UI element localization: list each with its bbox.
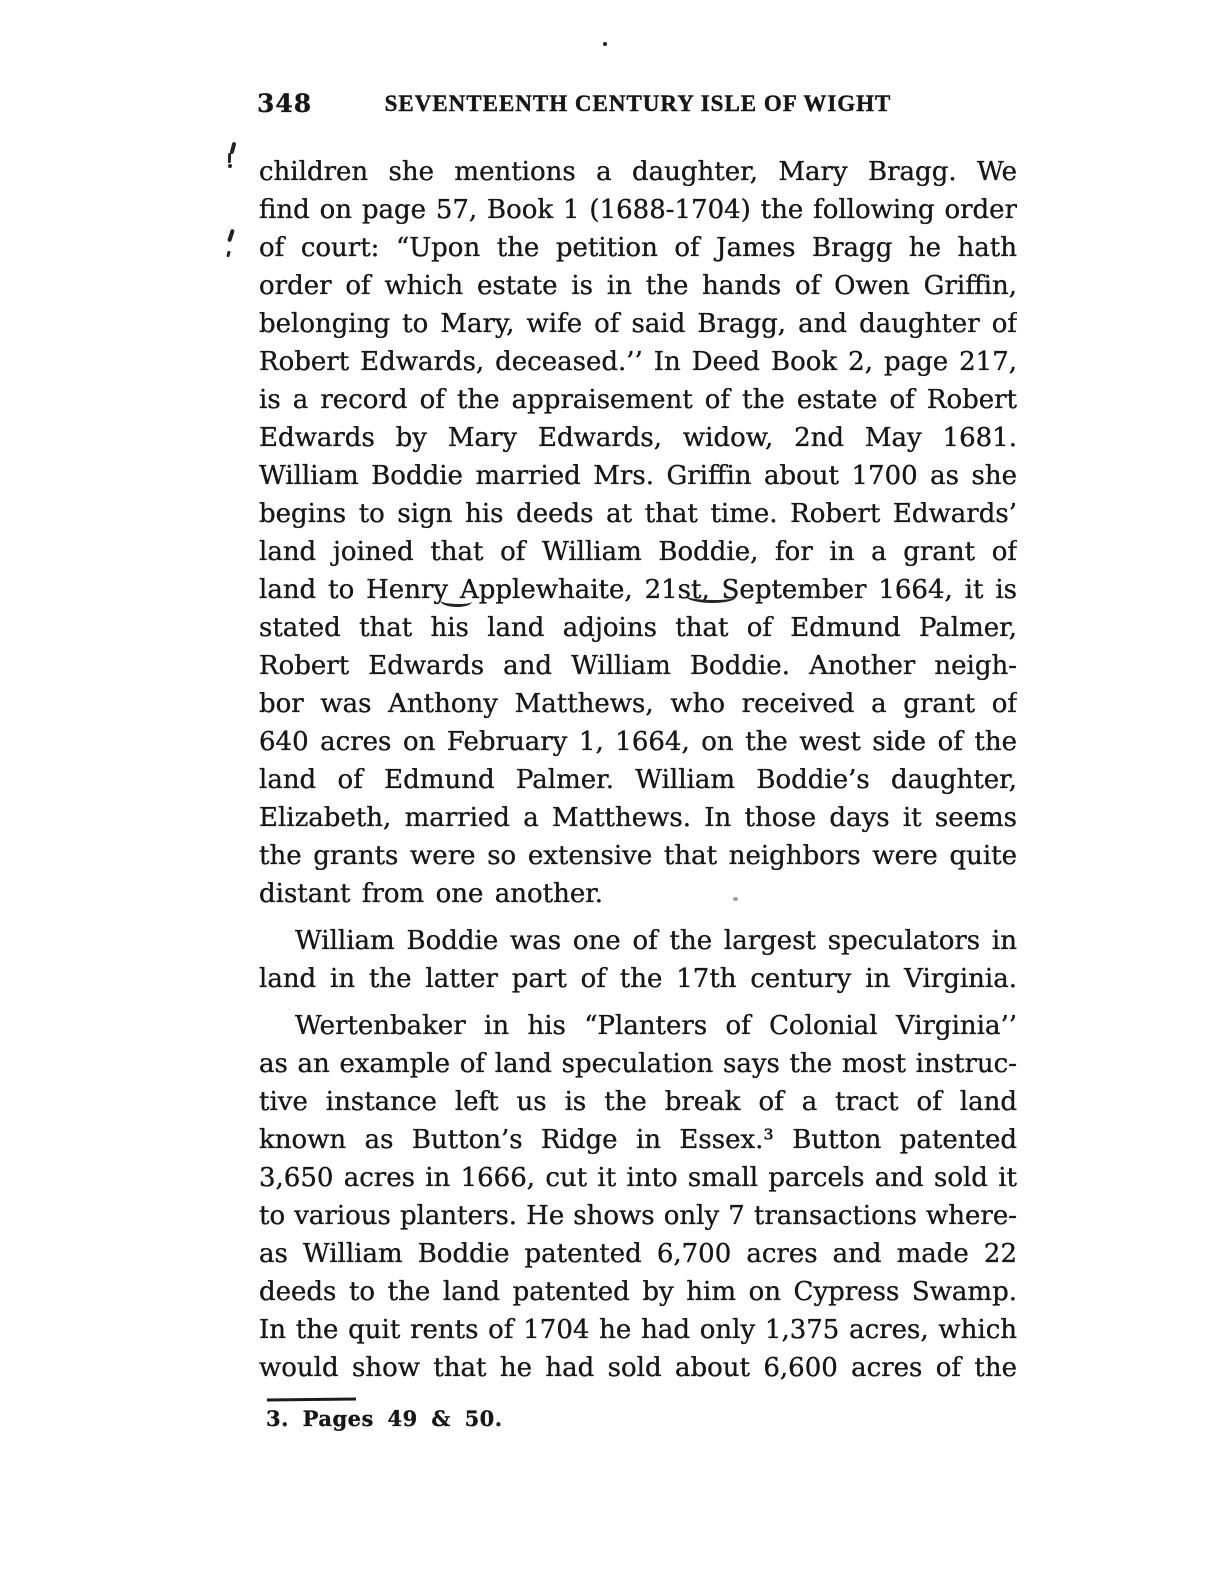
text-line: as an example of land speculation says the most instruc- <box>259 1049 1017 1079</box>
text-line: In the quit rents of 1704 he had only 1,375 acres, which <box>259 1315 1017 1345</box>
text-line: belonging to Mary, wife of said Bragg, and daughter of <box>259 309 1017 339</box>
text-line: land joined that of William Boddie, for in a grant of <box>259 537 1017 567</box>
text-line: distant from one another. <box>259 879 604 909</box>
faint-ink-dot <box>733 897 738 901</box>
text-line: the grants were so extensive that neighbors were quite <box>259 841 1017 871</box>
text-line: order of which estate is in the hands of Owen Griffin, <box>259 271 1017 301</box>
text-line: begins to sign his deeds at that time. Robert Edwards’ <box>259 499 1017 529</box>
text-line: Wertenbaker in his “Planters of Colonial Virginia’’ <box>295 1011 1017 1041</box>
text-line: Robert Edwards, deceased.’’ In Deed Book 2, page 217, <box>259 347 1017 377</box>
text-line: land to Henry Applewhaite, 21st, September 1664, it is <box>259 575 1017 605</box>
page-number: 348 <box>257 89 313 118</box>
text-line: 640 acres on February 1, 1664, on the west side of the <box>259 727 1017 757</box>
footnote-text: 3. Pages 49 & 50. <box>266 1406 503 1431</box>
paragraph <box>259 153 1017 913</box>
text-line: land of Edmund Palmer. William Boddie’s daughter, <box>259 765 1017 795</box>
text-line: bor was Anthony Matthews, who received a grant of <box>259 689 1017 719</box>
paragraph <box>259 1007 1017 1387</box>
text-line: known as Button’s Ridge in Essex.³ Button patented <box>259 1125 1017 1155</box>
text-line: would show that he had sold about 6,600 acres of the <box>259 1353 1017 1383</box>
margin-ink-mark <box>228 153 231 163</box>
text-line: Edwards by Mary Edwards, widow, 2nd May 1681. <box>259 423 1017 453</box>
text-line: tive instance left us is the break of a tract of land <box>259 1087 1017 1117</box>
running-title: SEVENTEENTH CENTURY ISLE OF WIGHT <box>384 91 892 116</box>
text-line: children she mentions a daughter, Mary Bragg. We <box>259 157 1017 187</box>
text-line: William Boddie was one of the largest speculators in <box>295 926 1017 956</box>
margin-ink-mark <box>228 164 232 168</box>
text-line: stated that his land adjoins that of Edmund Palmer, <box>259 613 1017 643</box>
top-ink-dot <box>603 42 607 46</box>
text-line: Robert Edwards and William Boddie. Another neigh- <box>259 651 1017 681</box>
text-line: 3,650 acres in 1666, cut it into small parcels and sold it <box>259 1163 1017 1193</box>
text-line: to various planters. He shows only 7 transactions where- <box>259 1201 1017 1231</box>
text-line: is a record of the appraisement of the estate of Robert <box>259 385 1017 415</box>
body-text <box>259 153 1017 1387</box>
margin-ink-mark <box>227 229 235 243</box>
text-line: find on page 57, Book 1 (1688-1704) the following order <box>259 195 1017 225</box>
running-head <box>257 89 1017 118</box>
text-line: deeds to the land patented by him on Cypress Swamp. <box>259 1277 1017 1307</box>
footnote-rule <box>267 1398 356 1402</box>
text-line: of court: “Upon the petition of James Bragg he hath <box>259 233 1017 263</box>
paragraph <box>259 922 1017 998</box>
text-line: William Boddie married Mrs. Griffin about 1700 as she <box>259 461 1017 491</box>
text-line: as William Boddie patented 6,700 acres and made 22 <box>259 1239 1017 1269</box>
text-line: land in the latter part of the 17th century in Virginia. <box>259 964 1017 994</box>
text-line: Elizabeth, married a Matthews. In those days it seems <box>259 803 1017 833</box>
margin-ink-mark <box>226 251 230 257</box>
